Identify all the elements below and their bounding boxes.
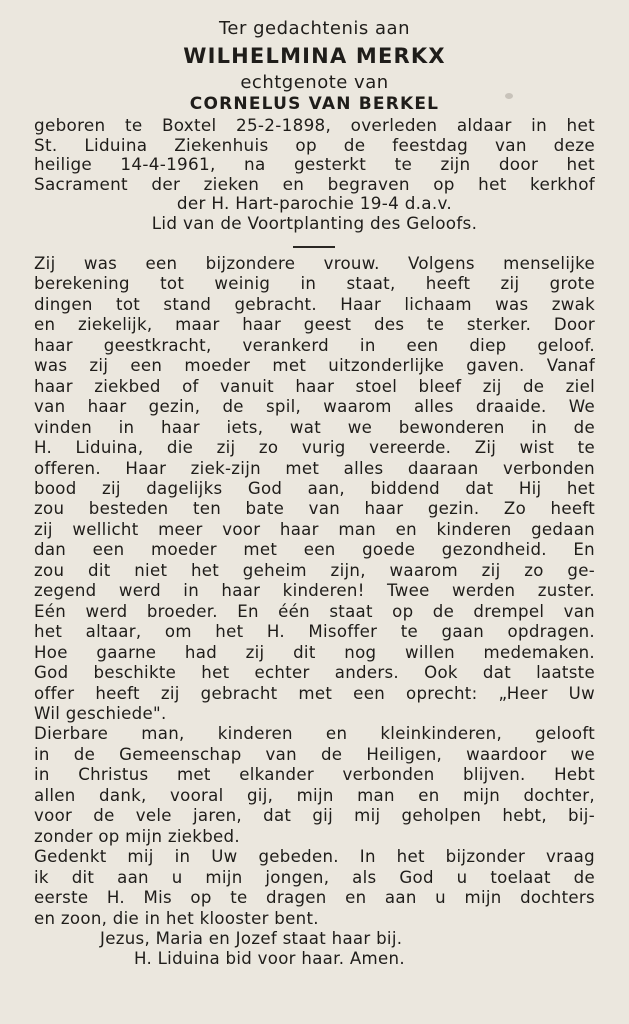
text-line: zij wellicht meer voor haar man en kinderen gedaan	[34, 519, 595, 539]
text-line: bood zij dagelijks God aan, biddend dat Hij het	[34, 478, 595, 498]
text-line: het altaar, om het H. Misoffer te gaan opdragen.	[34, 622, 595, 642]
text-line: berekening tot weinig in staat, heeft zij grote	[34, 274, 595, 294]
text-line: Wil geschiede".	[34, 703, 167, 723]
text-line: zegend werd in haar kinderen! Twee werden zuster.	[34, 581, 595, 601]
biography-block	[34, 116, 595, 234]
memorial-text	[34, 254, 595, 970]
paper-smudge	[505, 93, 513, 99]
text-line: Gedenkt mij in Uw gebeden. In het bijzonder vraag	[34, 847, 595, 867]
text-line: dan een moeder met een goede gezondheid. En	[34, 540, 595, 560]
text-line: Zij was een bijzondere vrouw. Volgens menselijke	[34, 254, 595, 273]
text-line: van haar gezin, de spil, waarom alles draaide. We	[34, 397, 595, 417]
closing-prayer-line: Jezus, Maria en Jozef staat haar bij.	[100, 928, 403, 948]
text-line: Eén werd broeder. En één staat op de drempel van	[34, 601, 595, 621]
text-line: H. Liduina, die zij zo vurig vereerde. Zij wist te	[34, 438, 595, 458]
deceased-name: WILHELMINA MERKX	[183, 44, 446, 68]
text-line: allen dank, vooral gij, mijn man en mijn dochter,	[34, 785, 595, 805]
text-line: zonder op mijn ziekbed.	[34, 826, 240, 846]
bio-line: geboren te Boxtel 25-2-1898, overleden aldaar in het	[34, 115, 595, 135]
text-line: ik dit aan u mijn jongen, als God u toelaat de	[34, 867, 595, 887]
text-line: was zij een moeder met uitzonderlijke gaven. Vanaf	[34, 356, 595, 376]
bio-line: heilige 14-4-1961, na gesterkt te zijn door het	[34, 154, 595, 175]
closing-prayer-line: H. Liduina bid voor haar. Amen.	[134, 949, 405, 969]
spouse-intro: echtgenote van	[240, 72, 389, 93]
text-line: en ziekelijk, maar haar geest des te sterker. Door	[34, 315, 595, 335]
bio-line: Sacrament der zieken en begraven op het kerkhof	[34, 173, 595, 194]
text-line: vinden in haar iets, wat we bewonderen in de	[34, 417, 595, 437]
text-line: haar geestkracht, verankerd in een diep geloof.	[34, 335, 595, 355]
text-line: in de Gemeenschap van de Heiligen, waardoor we	[34, 744, 595, 764]
text-line: zou besteden ten bate van haar gezin. Zo heeft	[34, 499, 595, 519]
text-line: offeren. Haar ziek-zijn met alles daaraan verbonden	[34, 458, 595, 478]
header-intro: Ter gedachtenis aan	[218, 18, 410, 39]
text-line: in Christus met elkander verbonden blijven. Hebt	[34, 765, 595, 785]
text-line: offer heeft zij gebracht met een oprecht: „Heer Uw	[34, 683, 595, 703]
text-line: God beschikte het echter anders. Ook dat laatste	[34, 663, 595, 683]
spouse-name: CORNELUS VAN BERKEL	[189, 94, 440, 114]
bio-line: Lid van de Voortplanting des Geloofs.	[151, 212, 478, 233]
text-line: en zoon, die in het klooster bent.	[34, 908, 319, 928]
text-line: haar ziekbed of vanuit haar stoel bleef zij de ziel	[34, 376, 595, 396]
text-line: voor de vele jaren, dat gij mij geholpen hebt, bij-	[34, 806, 595, 826]
text-line: eerste H. Mis op te dragen en aan u mijn dochters	[34, 888, 595, 908]
text-line: dingen tot stand gebracht. Haar lichaam was zwak	[34, 294, 595, 314]
divider-rule	[293, 246, 335, 248]
text-line: zou dit niet het geheim zijn, waarom zij zo ge-	[34, 560, 595, 580]
bio-line: der H. Hart-parochie 19-4 d.a.v.	[176, 193, 453, 214]
bio-line: St. Liduina Ziekenhuis op de feestdag van deze	[34, 134, 595, 155]
text-line: Dierbare man, kinderen en kleinkinderen, gelooft	[34, 724, 595, 744]
text-line: Hoe gaarne had zij dit nog willen medemaken.	[34, 642, 595, 662]
